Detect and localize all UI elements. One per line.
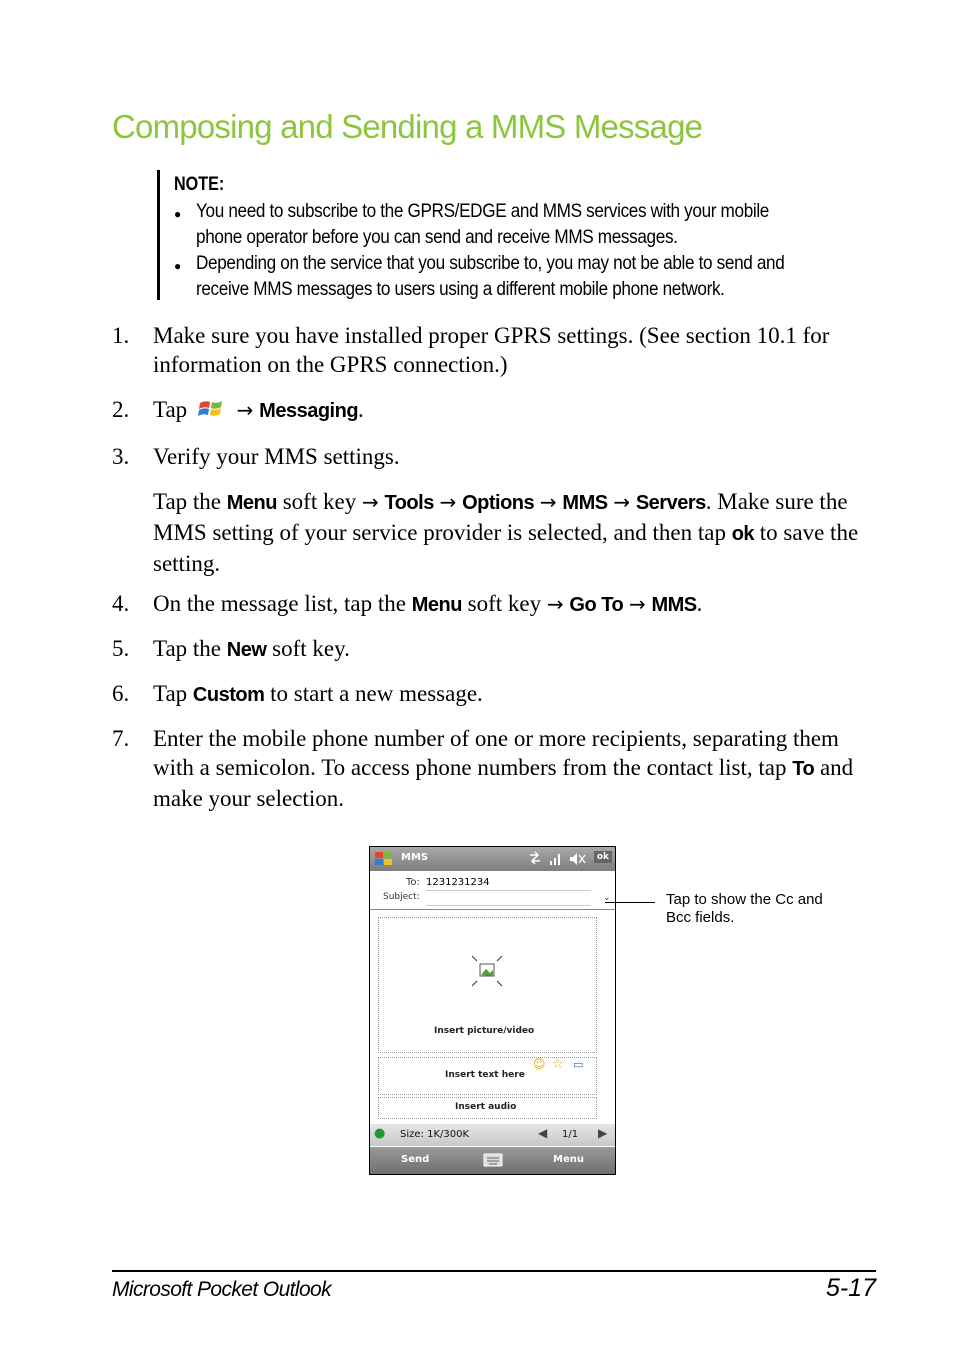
keyboard-icon[interactable] bbox=[483, 1153, 503, 1167]
text: Tap the bbox=[153, 489, 222, 514]
play-icon[interactable]: ● bbox=[374, 1126, 386, 1141]
text: soft key. bbox=[272, 636, 350, 661]
insert-picture-label: Insert picture/video bbox=[434, 1026, 535, 1036]
text: Tap bbox=[153, 681, 188, 706]
insert-audio-area[interactable] bbox=[378, 1097, 597, 1119]
bullet-icon: ● bbox=[174, 259, 182, 273]
size-indicator: Size: 1K/300K bbox=[400, 1129, 470, 1140]
ui-term: Servers bbox=[635, 492, 706, 514]
text: soft key bbox=[467, 591, 542, 616]
app-title: MMS bbox=[401, 852, 429, 863]
text: soft key bbox=[282, 489, 357, 514]
ui-term: New bbox=[226, 639, 267, 661]
text: to start a new message. bbox=[270, 681, 483, 706]
next-slide-icon[interactable]: ▶ bbox=[598, 1126, 608, 1140]
note-item: Depending on the service that you subscribe to, you may not be able to send and receive MMS messages to users using a different mobile phone network. bbox=[196, 252, 785, 300]
step-number: 1. bbox=[112, 323, 130, 348]
text: to save the setting. bbox=[153, 520, 859, 576]
ui-term: Messaging bbox=[259, 400, 359, 422]
subject-label: Subject: bbox=[383, 892, 420, 902]
to-label[interactable]: To: bbox=[406, 877, 420, 888]
ui-term: ok bbox=[731, 523, 755, 545]
title-bar bbox=[370, 847, 615, 871]
ui-term: MMS bbox=[562, 492, 608, 514]
page-number: 5-17 bbox=[825, 1274, 876, 1302]
ui-term: Tools bbox=[384, 492, 434, 514]
step-number: 7. bbox=[112, 726, 130, 751]
windows-start-icon bbox=[197, 397, 225, 421]
step-text: Verify your MMS settings. bbox=[153, 444, 400, 469]
arrow-icon: → bbox=[539, 490, 557, 514]
insert-text-area[interactable] bbox=[378, 1057, 597, 1095]
mms-screenshot bbox=[369, 846, 616, 1175]
insert-text-label: Insert text here bbox=[445, 1070, 525, 1080]
step-text: Tap bbox=[153, 397, 188, 422]
send-softkey[interactable]: Send bbox=[401, 1154, 430, 1165]
step-number: 2. bbox=[112, 397, 130, 422]
ok-button[interactable]: ok bbox=[594, 851, 612, 863]
arrow-icon: → bbox=[546, 592, 564, 616]
ui-term: Go To bbox=[569, 594, 624, 616]
text: and make your selection. bbox=[153, 755, 854, 811]
callout-text: Tap to show the Cc and Bcc fields. bbox=[666, 891, 823, 926]
step-number: 3. bbox=[112, 444, 130, 469]
punct: . bbox=[358, 397, 364, 422]
arrow-icon: → bbox=[613, 490, 631, 514]
callout-line bbox=[605, 902, 655, 903]
insert-audio-label: Insert audio bbox=[455, 1102, 517, 1112]
status-bar bbox=[370, 1124, 615, 1146]
punct: . bbox=[696, 591, 703, 616]
step-number: 5. bbox=[112, 636, 130, 661]
arrow-icon: → bbox=[439, 490, 457, 514]
ui-term: Options bbox=[462, 492, 535, 514]
ui-term: Menu bbox=[411, 594, 462, 616]
footer-chapter: Microsoft Pocket Outlook bbox=[112, 1278, 332, 1301]
note-heading: NOTE: bbox=[174, 174, 225, 195]
text: . Make sure the MMS setting of your service provider is selected, and then tap bbox=[153, 489, 848, 545]
to-field[interactable]: 1231231234 bbox=[426, 877, 490, 888]
arrow-icon: → bbox=[361, 490, 379, 514]
ui-term: MMS bbox=[651, 594, 697, 616]
previous-slide-icon[interactable]: ◀ bbox=[538, 1126, 548, 1140]
picture-icon bbox=[470, 954, 504, 988]
step-text: Make sure you have installed proper GPRS settings. (See section 10.1 for information on the GPRS connection.) bbox=[153, 323, 830, 377]
ui-term: Custom bbox=[192, 684, 265, 706]
signal-icon bbox=[528, 851, 588, 867]
menu-softkey[interactable]: Menu bbox=[553, 1154, 584, 1165]
arrow-icon: → bbox=[236, 398, 254, 422]
note-item: You need to subscribe to the GPRS/EDGE and MMS services with your mobile phone operator before you can send and receive MMS messages. bbox=[196, 200, 770, 248]
comment-icon[interactable]: ▭ bbox=[573, 1058, 584, 1071]
text: Enter the mobile phone number of one or more recipients, separating them with a semicolon. To access phone numbers from the contact list, tap bbox=[153, 726, 839, 780]
star-icon[interactable]: ☆ bbox=[552, 1057, 564, 1072]
bullet-icon: ● bbox=[174, 207, 182, 221]
arrow-icon: → bbox=[628, 592, 646, 616]
page-indicator: 1/1 bbox=[562, 1129, 579, 1140]
ui-term: To bbox=[792, 758, 815, 780]
page-title: Composing and Sending a MMS Message bbox=[112, 108, 703, 145]
footer-rule bbox=[112, 1270, 876, 1272]
emoticon-icon[interactable]: ☺ bbox=[533, 1057, 546, 1071]
expand-chevron-icon[interactable]: ⌄ bbox=[603, 893, 611, 903]
ui-term: Menu bbox=[226, 492, 277, 514]
note-box bbox=[157, 170, 880, 300]
insert-picture-area[interactable] bbox=[378, 917, 597, 1053]
step-number: 6. bbox=[112, 681, 130, 706]
text: On the message list, tap the bbox=[153, 591, 406, 616]
windows-start-icon bbox=[373, 849, 395, 869]
step-3-detail bbox=[153, 487, 873, 578]
soft-key-bar bbox=[370, 1147, 615, 1174]
step-number: 4. bbox=[112, 591, 130, 616]
text: Tap the bbox=[153, 636, 222, 661]
